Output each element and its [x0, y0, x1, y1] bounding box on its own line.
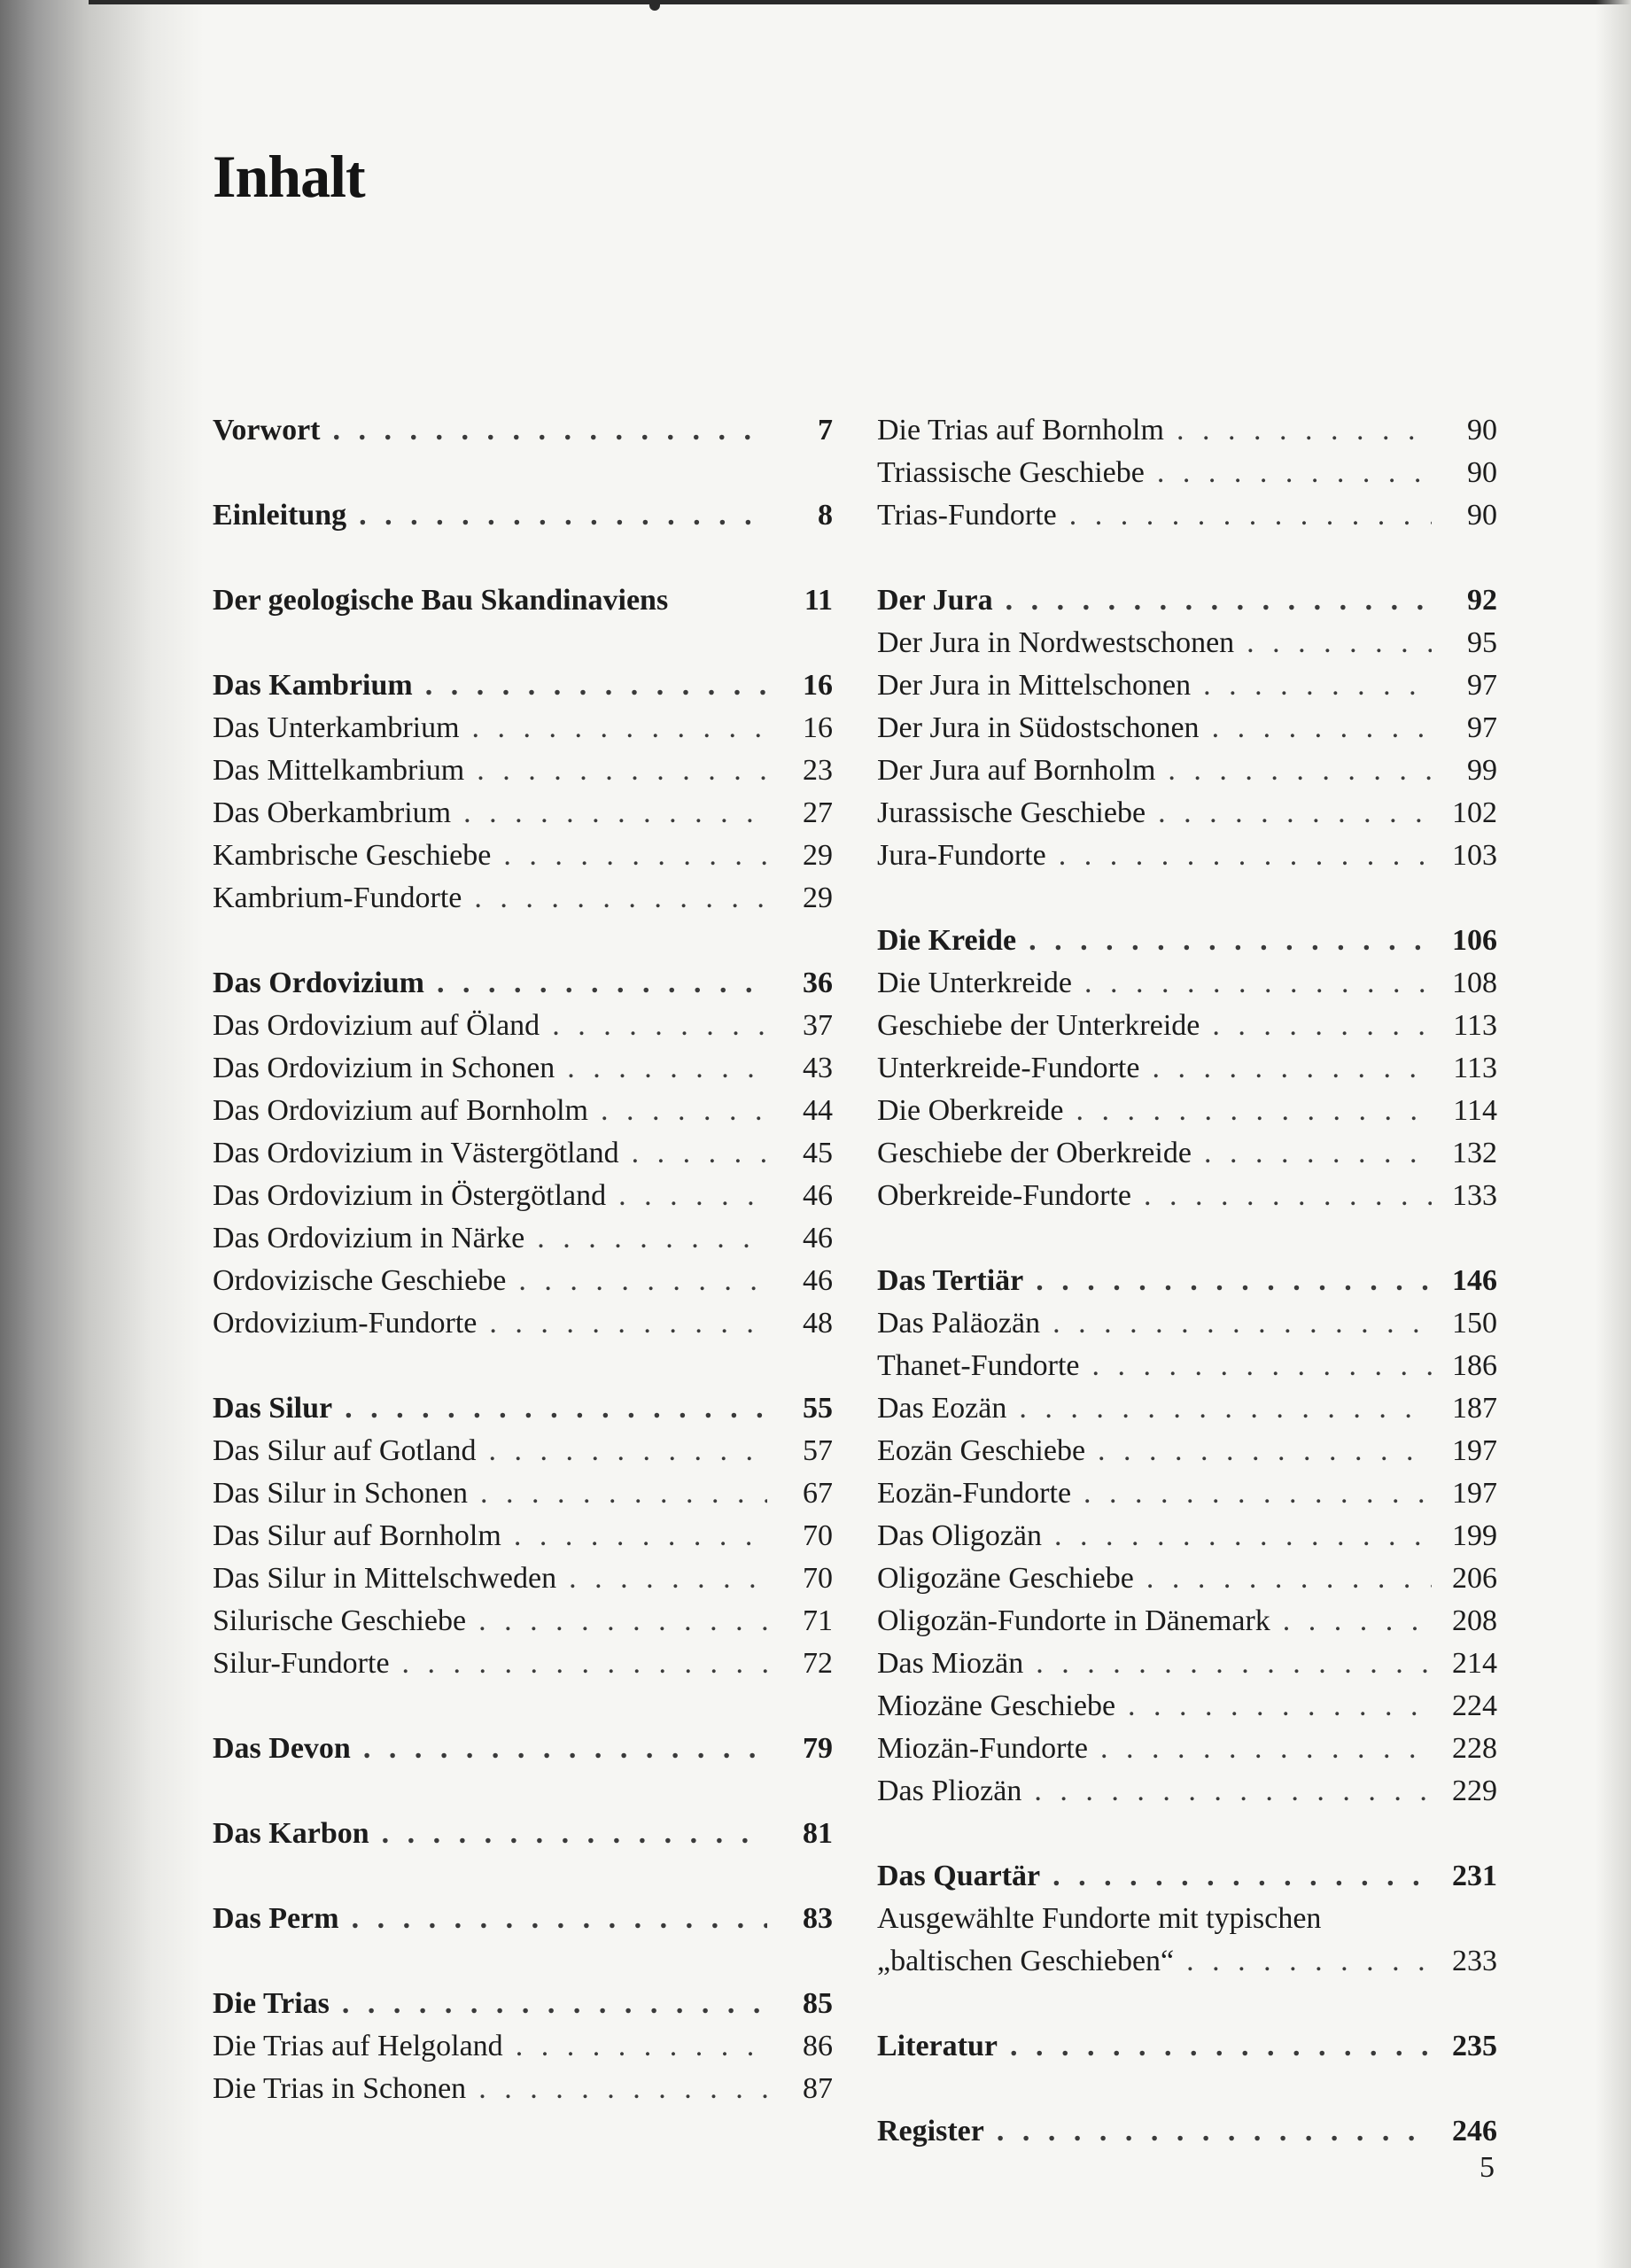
- dot-leader: [1069, 494, 1432, 537]
- toc-page-number: 27: [803, 796, 833, 829]
- top-edge-mark: [649, 4, 660, 11]
- toc-entry-label: Die Trias auf Helgoland: [213, 2030, 503, 2062]
- toc-page-number: 114: [1453, 1094, 1497, 1127]
- toc-entry-label: Kambrium-Fundorte: [213, 882, 462, 914]
- toc-page-number: 103: [1452, 839, 1497, 872]
- toc-subentry: [213, 877, 833, 920]
- toc-chapter-entry: [877, 579, 1497, 622]
- toc-entry-label: Das Ordovizium in Schonen: [213, 1052, 555, 1084]
- dot-leader: [1054, 1515, 1432, 1557]
- toc-section: [213, 1898, 833, 1940]
- toc-page-number: 48: [803, 1307, 833, 1340]
- toc-page-number: 97: [1467, 669, 1497, 702]
- toc-page-number: 67: [803, 1477, 833, 1510]
- toc-page-number: 208: [1452, 1604, 1497, 1637]
- toc-entry-label: Silurische Geschiebe: [213, 1604, 467, 1637]
- dot-leader: [1036, 1643, 1432, 1685]
- toc-entry-label: Das Ordovizium: [213, 967, 424, 999]
- toc-entry-label: Einleitung: [213, 499, 347, 532]
- dot-leader: [478, 1600, 767, 1643]
- toc-entry-label: Die Kreide: [877, 924, 1017, 957]
- toc-entry-label: Oligozäne Geschiebe: [877, 1562, 1134, 1595]
- toc-section: [877, 1855, 1497, 1983]
- toc-page-number: 106: [1452, 924, 1497, 957]
- toc-entry-label: Das Ordovizium auf Öland: [213, 1009, 540, 1042]
- toc-entry-label: Das Silur in Schonen: [213, 1477, 469, 1510]
- dot-leader: [1146, 1557, 1432, 1600]
- dot-leader: [1128, 1685, 1432, 1728]
- toc-subentry: [877, 750, 1497, 792]
- dot-leader: [474, 877, 767, 920]
- dot-leader: [1204, 1132, 1432, 1175]
- toc-section: [213, 1983, 833, 2110]
- dot-leader: [1158, 792, 1432, 835]
- dot-leader: [382, 1813, 767, 1855]
- toc-chapter-entry: [213, 409, 833, 452]
- toc-page-number: 113: [1453, 1009, 1497, 1042]
- toc-page-number: 86: [803, 2030, 833, 2062]
- dot-leader: [1152, 1047, 1432, 1090]
- dot-leader: [488, 1430, 767, 1472]
- toc-chapter-entry: [213, 664, 833, 707]
- toc-page-number: 46: [803, 1222, 833, 1254]
- toc-page-number: 95: [1467, 626, 1497, 659]
- right-edge-shadow: [1596, 0, 1631, 2268]
- page-number: 5: [1480, 2151, 1495, 2184]
- toc-entry-label: Das Silur in Mittelschweden: [213, 1562, 557, 1595]
- toc-entry-label: Die Trias auf Bornholm: [877, 414, 1164, 447]
- toc-entry-label: Jura-Fundorte: [877, 839, 1046, 872]
- toc-entry-label: Triassische Geschiebe: [877, 456, 1145, 489]
- dot-leader: [480, 1472, 767, 1515]
- toc-subentry: [877, 1600, 1497, 1643]
- toc-entry-label: „baltischen Geschieben“: [877, 1945, 1175, 1977]
- dot-leader: [569, 1557, 767, 1600]
- dot-leader: [1186, 1940, 1432, 1983]
- toc-entry-label: Das Devon: [213, 1732, 351, 1765]
- dot-leader: [1034, 1770, 1432, 1813]
- toc-page-number: 224: [1452, 1689, 1497, 1722]
- toc-page-number: 29: [803, 839, 833, 872]
- dot-leader: [333, 409, 768, 452]
- dot-leader: [1168, 750, 1432, 792]
- toc-entry-label: Das Silur auf Gotland: [213, 1434, 477, 1467]
- toc-page-number: 92: [1467, 584, 1497, 617]
- toc-chapter-entry: [877, 920, 1497, 962]
- dot-leader: [516, 2025, 767, 2068]
- toc-entry-label: Geschiebe der Unterkreide: [877, 1009, 1200, 1042]
- toc-entry-label: Trias-Fundorte: [877, 499, 1057, 532]
- toc-left-column: [213, 409, 833, 2153]
- dot-leader: [1029, 920, 1432, 962]
- dot-leader: [518, 1260, 767, 1302]
- toc-chapter-entry: [877, 2110, 1497, 2153]
- toc-entry-label: Das Oberkambrium: [213, 796, 452, 829]
- toc-page-number: 102: [1452, 796, 1497, 829]
- toc-chapter-entry: [213, 1387, 833, 1430]
- toc-page-number: 23: [803, 754, 833, 787]
- toc-entry-label: Geschiebe der Oberkreide: [877, 1137, 1192, 1169]
- dot-leader: [425, 664, 767, 707]
- toc-page-number: 16: [803, 711, 833, 744]
- dot-leader: [1212, 1005, 1432, 1047]
- toc-page-number: 231: [1452, 1860, 1497, 1892]
- toc-entry-label: Die Unterkreide: [877, 967, 1072, 999]
- toc-subentry: [877, 1345, 1497, 1387]
- dot-leader: [1052, 1855, 1432, 1898]
- toc-page-number: 90: [1467, 456, 1497, 489]
- dot-leader: [489, 1302, 767, 1345]
- dot-leader: [1006, 579, 1432, 622]
- dot-leader: [463, 792, 767, 835]
- toc-page-number: 97: [1467, 711, 1497, 744]
- toc-section: [877, 1260, 1497, 1813]
- toc-chapter-entry: [877, 2025, 1497, 2068]
- toc-entry-label: Das Quartär: [877, 1860, 1041, 1892]
- toc-entry-label: Das Mittelkambrium: [213, 754, 465, 787]
- dot-leader: [1212, 707, 1432, 750]
- toc-entry-label: Das Perm: [213, 1902, 339, 1935]
- toc-entry-label: Der Jura in Südostschonen: [877, 711, 1200, 744]
- toc-entry-label: Register: [877, 2115, 984, 2148]
- toc-page-number: 57: [803, 1434, 833, 1467]
- dot-leader: [1084, 962, 1432, 1005]
- dot-leader: [1283, 1600, 1432, 1643]
- toc-page-number: 197: [1452, 1434, 1497, 1467]
- dot-leader: [478, 2068, 767, 2110]
- toc-section: [213, 579, 833, 622]
- toc-entry-label: Ordovizium-Fundorte: [213, 1307, 478, 1340]
- toc-page-number: 83: [803, 1902, 833, 1935]
- toc-subentry: [213, 2068, 833, 2110]
- toc-chapter-entry: [877, 1855, 1497, 1898]
- dot-leader: [352, 1898, 767, 1940]
- dot-leader: [552, 1005, 767, 1047]
- toc-subentry: [877, 409, 1497, 452]
- toc-section: [213, 962, 833, 1345]
- toc-entry-label: Das Ordovizium in Västergötland: [213, 1137, 619, 1169]
- toc-page-number: 79: [803, 1732, 833, 1765]
- toc-page-number: 7: [818, 414, 833, 447]
- toc-entry-label: Kambrische Geschiebe: [213, 839, 492, 872]
- top-edge-line: [89, 0, 1631, 4]
- toc-subentry: [213, 1515, 833, 1557]
- toc-page-number: 11: [804, 584, 833, 617]
- toc-entry-label: Das Ordovizium in Östergötland: [213, 1179, 607, 1212]
- toc-subentry: [213, 1472, 833, 1515]
- toc-subentry: [877, 1557, 1497, 1600]
- toc-subentry: [213, 792, 833, 835]
- toc-subentry: [877, 1090, 1497, 1132]
- toc-entry-label: Eozän-Fundorte: [877, 1477, 1072, 1510]
- toc-page-number: 187: [1452, 1392, 1497, 1425]
- toc-page-number: 44: [803, 1094, 833, 1127]
- toc-page-number: 233: [1452, 1945, 1497, 1977]
- toc-section: [213, 1813, 833, 1855]
- toc-entry-label: Das Kambrium: [213, 669, 413, 702]
- toc-page-number: 132: [1452, 1137, 1497, 1169]
- dot-leader: [1157, 452, 1432, 494]
- toc-subentry: [213, 2025, 833, 2068]
- toc-entry-label: Eozän Geschiebe: [877, 1434, 1086, 1467]
- toc-section: [213, 664, 833, 920]
- toc-subentry: [877, 1728, 1497, 1770]
- toc-page-number: 206: [1452, 1562, 1497, 1595]
- toc-page-number: 16: [803, 669, 833, 702]
- toc-entry-label: Das Pliozän: [877, 1775, 1022, 1807]
- toc-subentry: [213, 1175, 833, 1217]
- toc-subentry: [213, 1643, 833, 1685]
- toc-chapter-entry: [213, 1813, 833, 1855]
- dot-leader: [503, 835, 767, 877]
- toc-entry-label: Oberkreide-Fundorte: [877, 1179, 1132, 1212]
- toc-page-number: 90: [1467, 499, 1497, 532]
- toc-entry-label: Die Oberkreide: [877, 1094, 1064, 1127]
- toc-subentry: [213, 1557, 833, 1600]
- toc-subentry: [213, 1132, 833, 1175]
- toc-subentry: [877, 707, 1497, 750]
- toc-page-number: 37: [803, 1009, 833, 1042]
- dot-leader: [1247, 622, 1432, 664]
- dot-leader: [477, 750, 767, 792]
- dot-leader: [402, 1643, 767, 1685]
- toc-subentry: [877, 962, 1497, 1005]
- toc-subentry: [877, 1685, 1497, 1728]
- toc-subentry: [877, 1387, 1497, 1430]
- toc-page-number: 99: [1467, 754, 1497, 787]
- dot-leader: [1059, 835, 1432, 877]
- toc-entry-label: Literatur: [877, 2030, 998, 2062]
- dot-leader: [1052, 1302, 1432, 1345]
- toc-entry-label: Die Trias: [213, 1987, 330, 2020]
- toc-page-number: 133: [1452, 1179, 1497, 1212]
- toc-entry-label: Oligozän-Fundorte in Dänemark: [877, 1604, 1270, 1637]
- toc-subentry: [877, 1302, 1497, 1345]
- toc-entry-label: Der Jura: [877, 584, 993, 617]
- dot-leader: [437, 962, 767, 1005]
- toc-subentry: [213, 1090, 833, 1132]
- toc-subentry: [213, 1600, 833, 1643]
- toc-page-number: 71: [803, 1604, 833, 1637]
- dot-leader: [1098, 1430, 1432, 1472]
- toc-subentry: [877, 1472, 1497, 1515]
- dot-leader: [601, 1090, 767, 1132]
- toc-page-number: 85: [803, 1987, 833, 2020]
- toc-section: [877, 2110, 1497, 2153]
- dot-leader: [1083, 1472, 1432, 1515]
- toc-entry-label: Das Silur auf Bornholm: [213, 1519, 501, 1552]
- toc-subentry: [213, 835, 833, 877]
- dot-leader: [1076, 1090, 1432, 1132]
- toc-page-number: 70: [803, 1519, 833, 1552]
- dot-leader: [1010, 2025, 1432, 2068]
- toc-section: [213, 409, 833, 452]
- toc-subentry: [877, 1770, 1497, 1813]
- toc-entry-label: Das Miozän: [877, 1647, 1024, 1680]
- toc-entry-label: Jurassische Geschiebe: [877, 796, 1146, 829]
- toc-page-number: 8: [818, 499, 833, 532]
- toc-page-number: 246: [1452, 2115, 1497, 2148]
- toc-subentry: [877, 452, 1497, 494]
- toc-entry-label: Das Silur: [213, 1392, 333, 1425]
- toc-entry-label: Unterkreide-Fundorte: [877, 1052, 1140, 1084]
- toc-page-number: 81: [803, 1817, 833, 1850]
- toc-subentry: [213, 1260, 833, 1302]
- toc-page-number: 235: [1452, 2030, 1497, 2062]
- toc-entry-label: Der Jura in Nordwestschonen: [877, 626, 1235, 659]
- toc-entry-label: Ordovizische Geschiebe: [213, 1264, 507, 1297]
- toc-subentry: [877, 1430, 1497, 1472]
- dot-leader: [1036, 1260, 1432, 1302]
- dot-leader: [537, 1217, 767, 1260]
- toc-entry-label: Das Karbon: [213, 1817, 369, 1850]
- toc-page-number: 87: [803, 2072, 833, 2105]
- toc-subentry: [877, 664, 1497, 707]
- dot-leader: [632, 1132, 767, 1175]
- toc-chapter-entry: [877, 1260, 1497, 1302]
- toc-entry-label: Der geologische Bau Skandinaviens: [213, 584, 669, 617]
- dot-leader: [1019, 1387, 1432, 1430]
- dot-leader: [472, 707, 767, 750]
- toc-entry-label: Miozän-Fundorte: [877, 1732, 1088, 1765]
- toc-page-number: 113: [1453, 1052, 1497, 1084]
- book-binding-shadow: [0, 0, 204, 2268]
- toc-entry-label: Das Ordovizium auf Bornholm: [213, 1094, 588, 1127]
- dot-leader: [618, 1175, 767, 1217]
- toc-subentry: [213, 750, 833, 792]
- toc-entry-label: Der Jura auf Bornholm: [877, 754, 1156, 787]
- toc-page-number: 90: [1467, 414, 1497, 447]
- dot-leader: [1092, 1345, 1433, 1387]
- toc-section: [213, 1728, 833, 1770]
- toc-entry-label: Vorwort: [213, 414, 321, 447]
- toc-subentry: [877, 494, 1497, 537]
- toc-page-number: 29: [803, 882, 833, 914]
- toc-page-number: 150: [1452, 1307, 1497, 1340]
- toc-subentry: [213, 1217, 833, 1260]
- dot-leader: [514, 1515, 767, 1557]
- toc-page-number: 45: [803, 1137, 833, 1169]
- toc-subentry: [213, 707, 833, 750]
- toc-subentry: [877, 1047, 1497, 1090]
- toc-page-number: 229: [1452, 1775, 1497, 1807]
- dot-leader: [1203, 664, 1432, 707]
- toc-subentry: [213, 1005, 833, 1047]
- toc-subentry: [877, 1898, 1497, 1940]
- toc-entry-label: Das Ordovizium in Närke: [213, 1222, 525, 1254]
- toc-entry-label: Ausgewählte Fundorte mit typischen: [877, 1902, 1322, 1935]
- toc-entry-label: Das Eozän: [877, 1392, 1007, 1425]
- dot-leader: [997, 2110, 1432, 2153]
- toc-entry-label: Thanet-Fundorte: [877, 1349, 1080, 1382]
- toc-page-number: 55: [803, 1392, 833, 1425]
- toc-section: [877, 409, 1497, 537]
- toc-subentry: [877, 792, 1497, 835]
- toc-page-number: 108: [1452, 967, 1497, 999]
- toc-subentry: [213, 1302, 833, 1345]
- toc-subentry: [877, 622, 1497, 664]
- toc-chapter-entry: [213, 579, 833, 622]
- toc-page-number: 146: [1452, 1264, 1497, 1297]
- toc-chapter-entry: [213, 1983, 833, 2025]
- toc-entry-label: Das Tertiär: [877, 1264, 1024, 1297]
- toc-page-number: 199: [1452, 1519, 1497, 1552]
- toc-section: [877, 2025, 1497, 2068]
- dot-leader: [1144, 1175, 1432, 1217]
- toc-entry-label: Das Paläozän: [877, 1307, 1041, 1340]
- toc-section: [877, 920, 1497, 1217]
- toc-section: [213, 494, 833, 537]
- toc-chapter-entry: [213, 494, 833, 537]
- dot-leader: [1100, 1728, 1432, 1770]
- toc-subentry: [877, 1175, 1497, 1217]
- toc-entry-label: Silur-Fundorte: [213, 1647, 390, 1680]
- toc-page-number: 228: [1452, 1732, 1497, 1765]
- toc-page-number: 70: [803, 1562, 833, 1595]
- dot-leader: [359, 494, 767, 537]
- toc-page-number: 214: [1452, 1647, 1497, 1680]
- dot-leader: [567, 1047, 767, 1090]
- toc-subentry: [877, 1132, 1497, 1175]
- dot-leader: [342, 1983, 767, 2025]
- toc-entry-label: Der Jura in Mittelschonen: [877, 669, 1192, 702]
- toc-page-number: 36: [803, 967, 833, 999]
- toc-subentry: [877, 1940, 1497, 1983]
- dot-leader: [363, 1728, 767, 1770]
- toc-page-number: 197: [1452, 1477, 1497, 1510]
- toc-subentry: [877, 835, 1497, 877]
- toc-right-column: [877, 409, 1497, 2195]
- toc-entry-label: Das Oligozän: [877, 1519, 1043, 1552]
- toc-page-number: 46: [803, 1179, 833, 1212]
- toc-entry-label: Das Unterkambrium: [213, 711, 460, 744]
- toc-chapter-entry: [213, 962, 833, 1005]
- toc-subentry: [877, 1643, 1497, 1685]
- toc-section: [213, 1387, 833, 1685]
- dot-leader: [1177, 409, 1432, 452]
- toc-page-number: 186: [1452, 1349, 1497, 1382]
- toc-page-number: 43: [803, 1052, 833, 1084]
- toc-entry-label: Die Trias in Schonen: [213, 2072, 467, 2105]
- toc-subentry: [213, 1047, 833, 1090]
- toc-subentry: [213, 1430, 833, 1472]
- toc-chapter-entry: [213, 1728, 833, 1770]
- toc-entry-label: Miozäne Geschiebe: [877, 1689, 1116, 1722]
- toc-page-number: 72: [803, 1647, 833, 1680]
- toc-page-number: 46: [803, 1264, 833, 1297]
- toc-section: [877, 579, 1497, 877]
- dot-leader: [345, 1387, 767, 1430]
- toc-chapter-entry: [213, 1898, 833, 1940]
- toc-subentry: [877, 1515, 1497, 1557]
- page-title: Inhalt: [213, 143, 365, 210]
- toc-subentry: [877, 1005, 1497, 1047]
